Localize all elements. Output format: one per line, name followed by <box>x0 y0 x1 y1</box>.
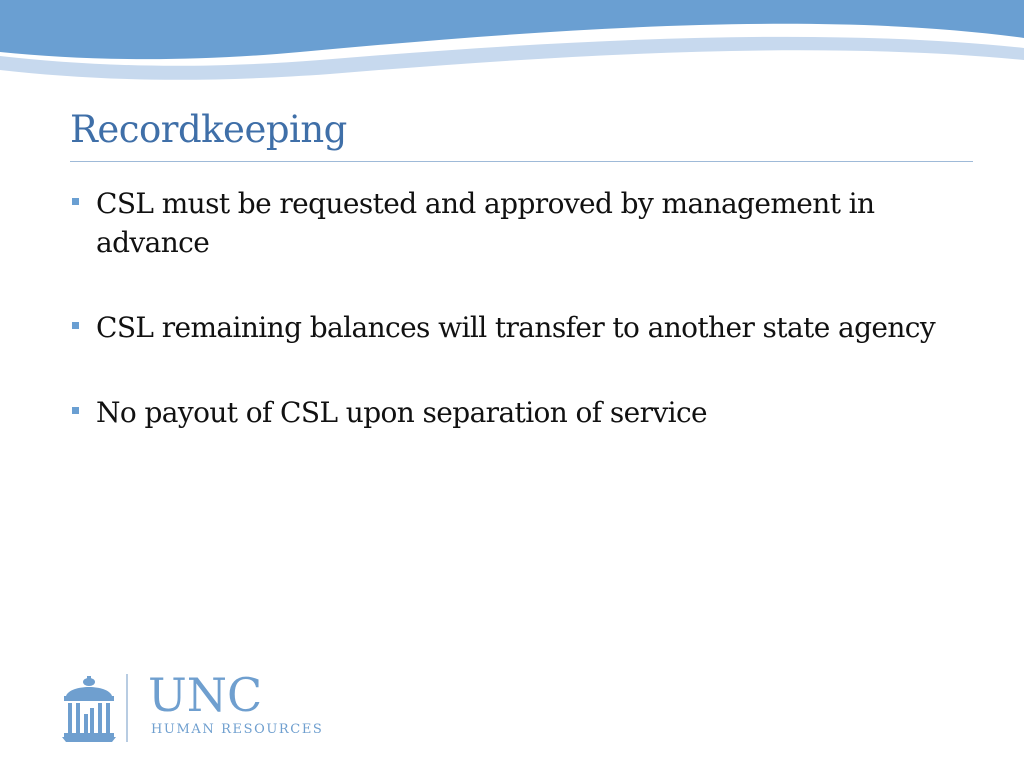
logo-divider <box>126 674 128 742</box>
slide-title: Recordkeeping <box>70 108 347 151</box>
bullet-item <box>70 308 960 347</box>
header-wave-decoration <box>0 0 1024 90</box>
logo-subtext: HUMAN RESOURCES <box>151 722 324 737</box>
square-bullet-icon <box>72 407 79 414</box>
logo-wordmark: UNC <box>148 668 263 722</box>
bullet-text: No payout of CSL upon separation of service <box>96 396 708 429</box>
square-bullet-icon <box>72 198 79 205</box>
bullet-text: CSL remaining balances will transfer to another state agency <box>96 311 936 344</box>
bullet-item <box>70 184 960 262</box>
bullet-list <box>70 184 960 478</box>
old-well-icon <box>62 674 116 744</box>
bullet-item <box>70 393 960 432</box>
title-divider <box>70 161 973 162</box>
bullet-text: CSL must be requested and approved by management in advance <box>96 187 875 259</box>
unc-hr-logo <box>60 668 360 746</box>
square-bullet-icon <box>72 322 79 329</box>
